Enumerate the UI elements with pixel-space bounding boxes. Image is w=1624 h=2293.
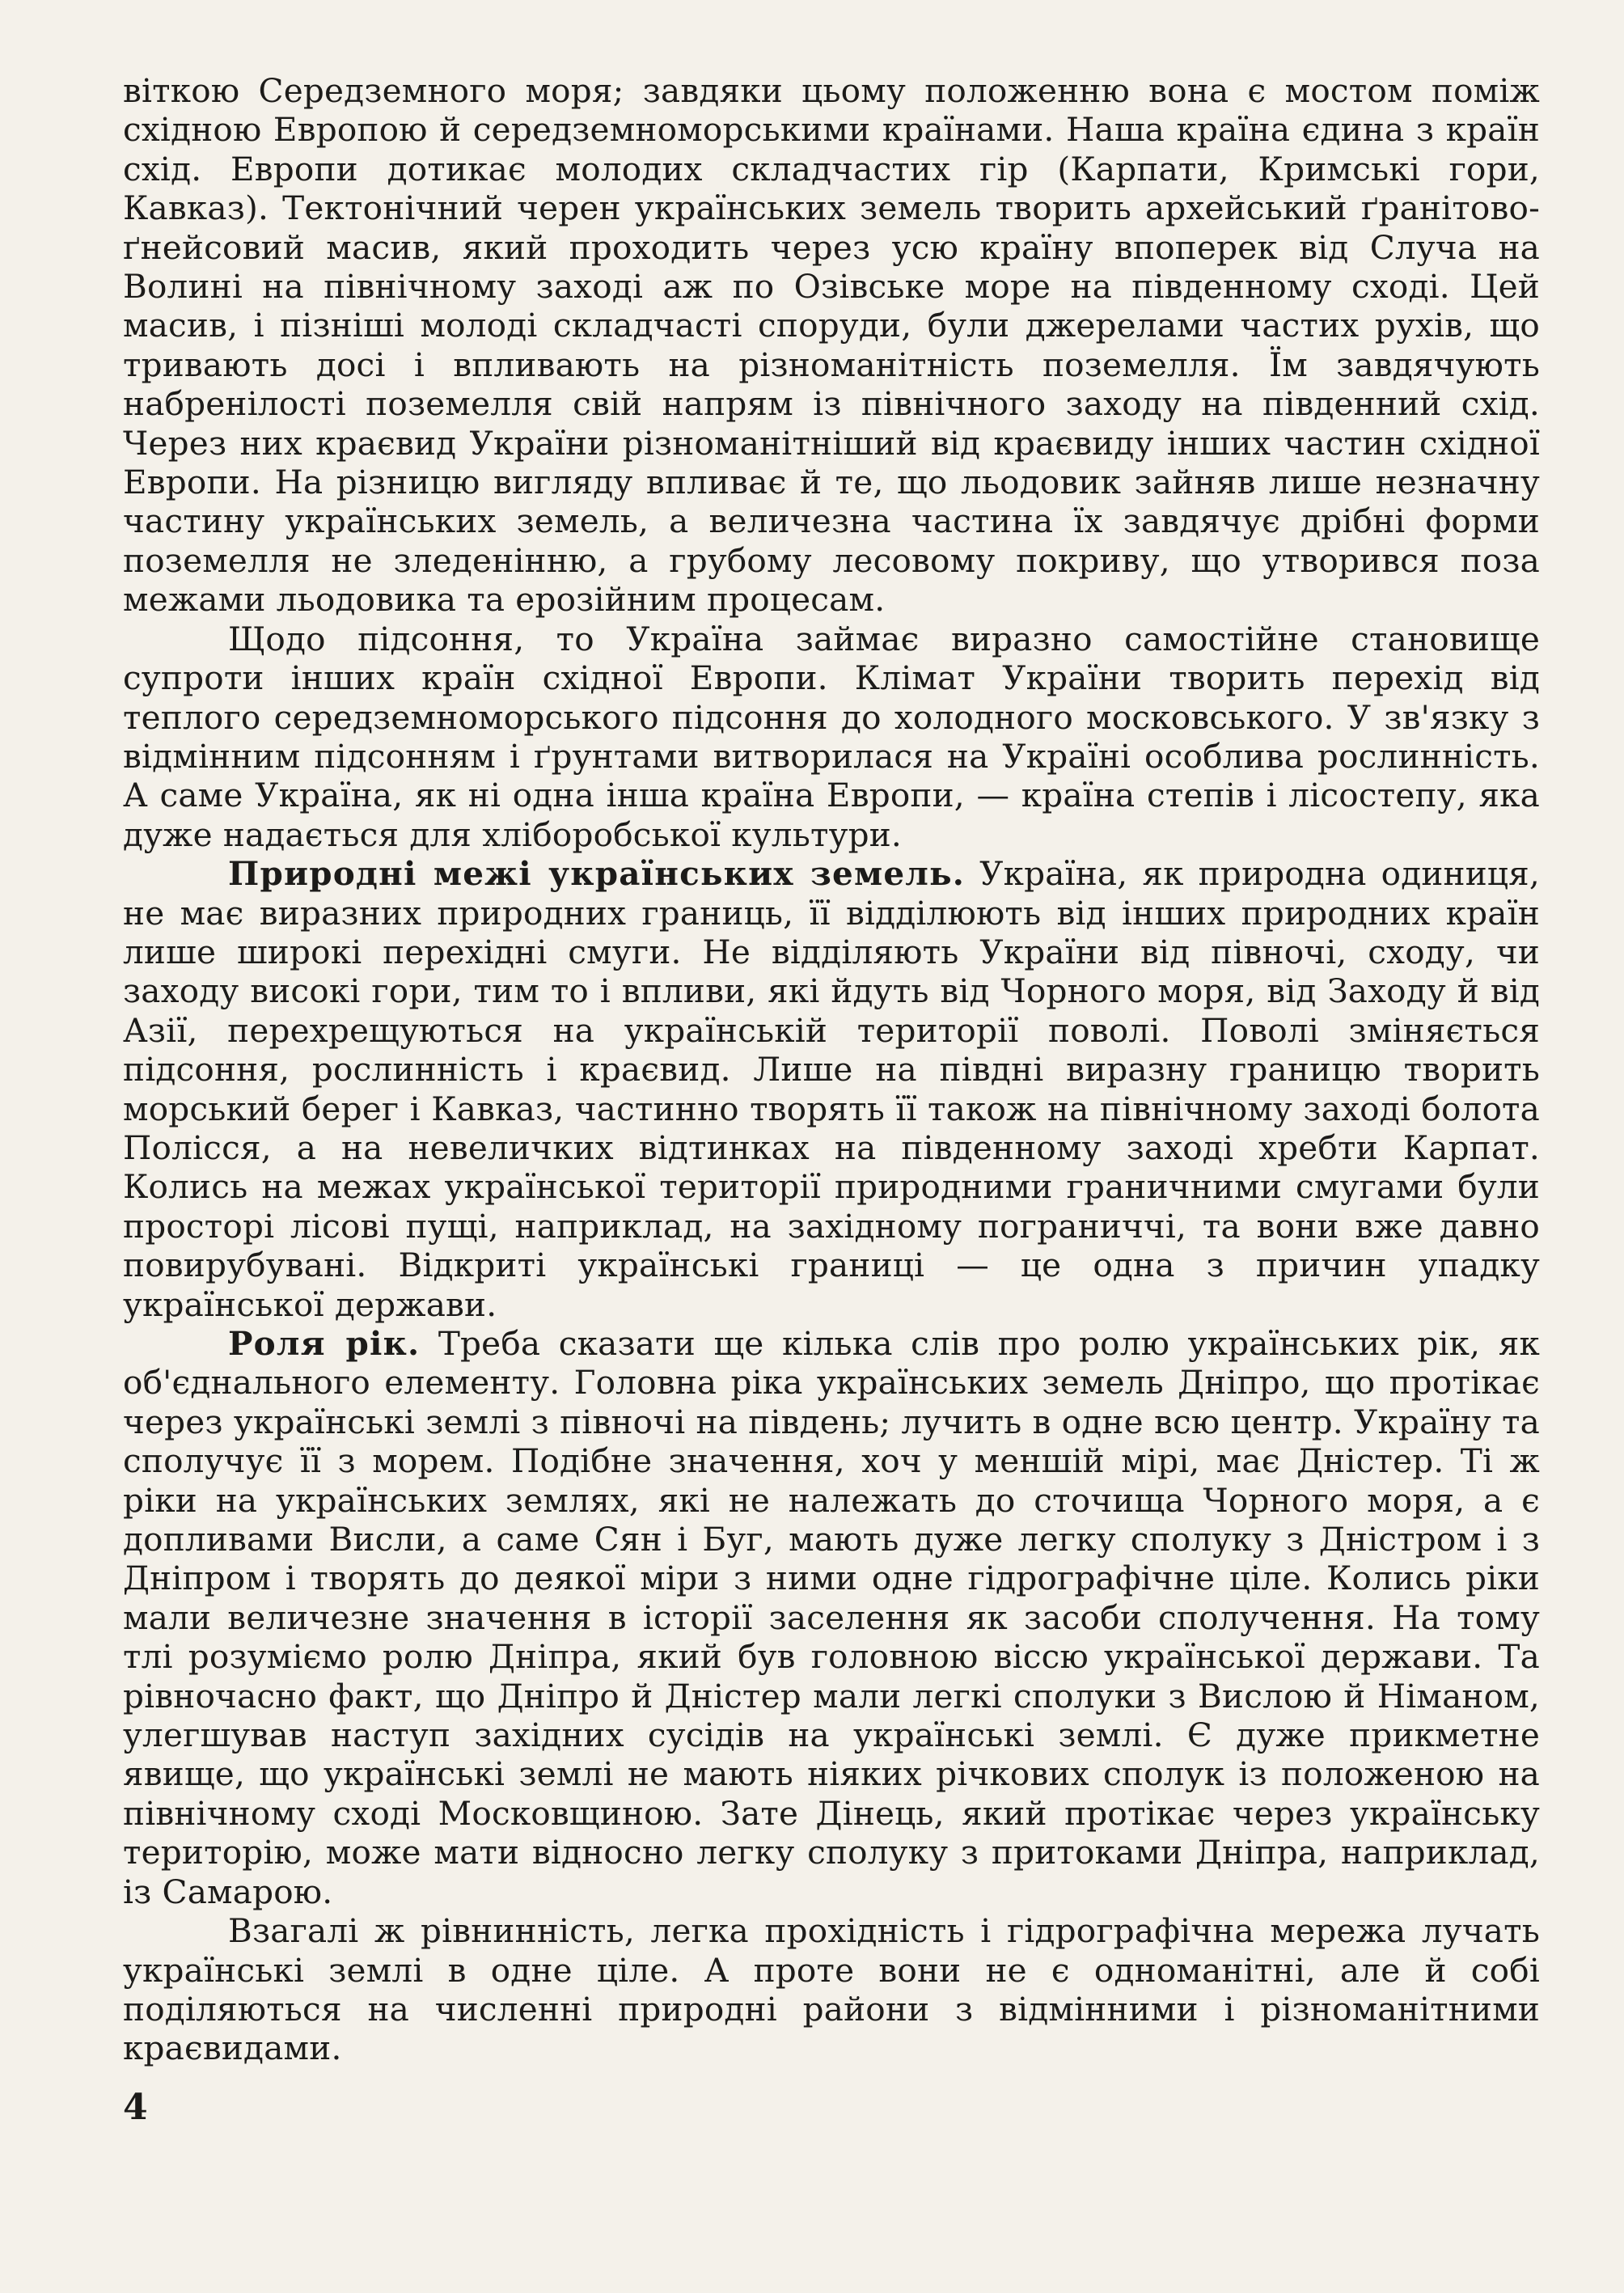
paragraph-text: віткою Середземного моря; завдяки цьому положенню вона є мостом поміж східною Европою й середземноморськими країнами. Наша країна єдина з країн схід. Европи дотикає молодих складчастих гір (Карпати, Кримські гори, Кавказ). Тектонічний черен українських земель творить архейський ґранітово-ґнейсовий масив, який проходить через усю країну впоперек від Случа на Волині на північному заході аж по Озівське море на південному сході. Цей масив, і пізніші молоді складчасті споруди, були джерелами частих рухів, що тривають досі і впливають на різноманітність поземелля. Їм завдячують набренілості поземелля свій напрям із північного заходу на південний схід. Через них краєвид України різноманітніший від краєвиду інших частин східної Европи. На різницю вигляду впливає й те, що льодовик зайняв лише незначну частину українських земель, а величезна частина їх завдячує дрібні форми поземелля не зледенінню, а грубому лесовому покриву, що утворився поза межами льодовика та ерозійним процесам. <box>123 71 1540 620</box>
page-body <box>123 71 1540 2068</box>
section-heading: Роля рік. <box>228 1324 421 1363</box>
paragraph-text: Щодо підсоння, то Україна займає виразно самостійне становище супроти інших країн східної Европи. Клімат України творить перехід від теплого середземноморського підсоння до холодного московського. У зв'язку з відмінним підсонням і ґрунтами витворилася на Україні особлива рослинність. А саме Україна, як ні одна інша країна Европи, — країна степів і лісостепу, яка дуже надається для хліборобської культури. <box>123 619 1540 854</box>
paragraph-natural-borders <box>123 854 1540 1324</box>
section-heading: Природні межі українських земель. <box>228 854 966 894</box>
page-number: 4 <box>123 2087 148 2128</box>
paragraph-rivers <box>123 1324 1540 1911</box>
paragraph-conclusion <box>123 1911 1540 2068</box>
paragraph-text: Взагалі ж рівнинність, легка прохідність і гідрографічна мережа лучать українські землі в одне ціле. А проте вони не є одноманітні, але й собі поділяються на численні природні райони з відмінними і різноманітними краєвидами. <box>123 1911 1540 2068</box>
paragraph-text: Треба сказати ще кілька слів про ролю українських рік, як об'єднального елементу. Головна ріка українських земель Дніпро, що протікає через українські землі з півночі на південь; лучить в одне всю центр. Україну та сполучує її з морем. Подібне значення, хоч у меншій мірі, має Дністер. Ті ж ріки на українських землях, які не належать до сточища Чорного моря, а є допливами Висли, а саме Сян і Буг, мають дуже легку сполуку з Дністром і з Дніпром і творять до деякої міри з ними одне гідрографічне ціле. Колись ріки мали величезне значення в історії заселення як засоби сполучення. На тому тлі розуміємо ролю Дніпра, який був головною віссю української держави. Та рівночасно факт, що Дніпро й Дністер мали легкі сполуки з Вислою й Німаном, улегшував наступ західних сусідів на українські землі. Є дуже прикметне явище, що українські землі не мають ніяких річкових сполук із положеною на північному сході Московщиною. Зате Дінець, який протікає через українську територію, може мати відносно легку сполуку з притоками Дніпра, наприклад, із Самарою. <box>123 1324 1540 1911</box>
paragraph-text: Україна, як природна одиниця, не має виразних природних границь, її відділюють від інших природних країн лише широкі перехідні смуги. Не відділяють України від півночі, сходу, чи заходу високі гори, тим то і впливи, які йдуть від Чорного моря, від Заходу й від Азії, перехрещуються на українській території поволі. Поволі зміняється підсоння, рослинність і краєвид. Лише на півдні виразну границю творить морський берег і Кавказ, частинно творять її також на північному заході болота Полісся, а на невеличких відтинках на південному заході хребти Карпат. Колись на межах української території природними граничними смугами були просторі лісові пущі, наприклад, на західному пограниччі, та вони вже давно повирубувані. Відкриті українські границі — це одна з причин упадку української держави. <box>123 854 1540 1324</box>
paragraph-intro <box>123 71 1540 620</box>
paragraph-climate <box>123 620 1540 854</box>
